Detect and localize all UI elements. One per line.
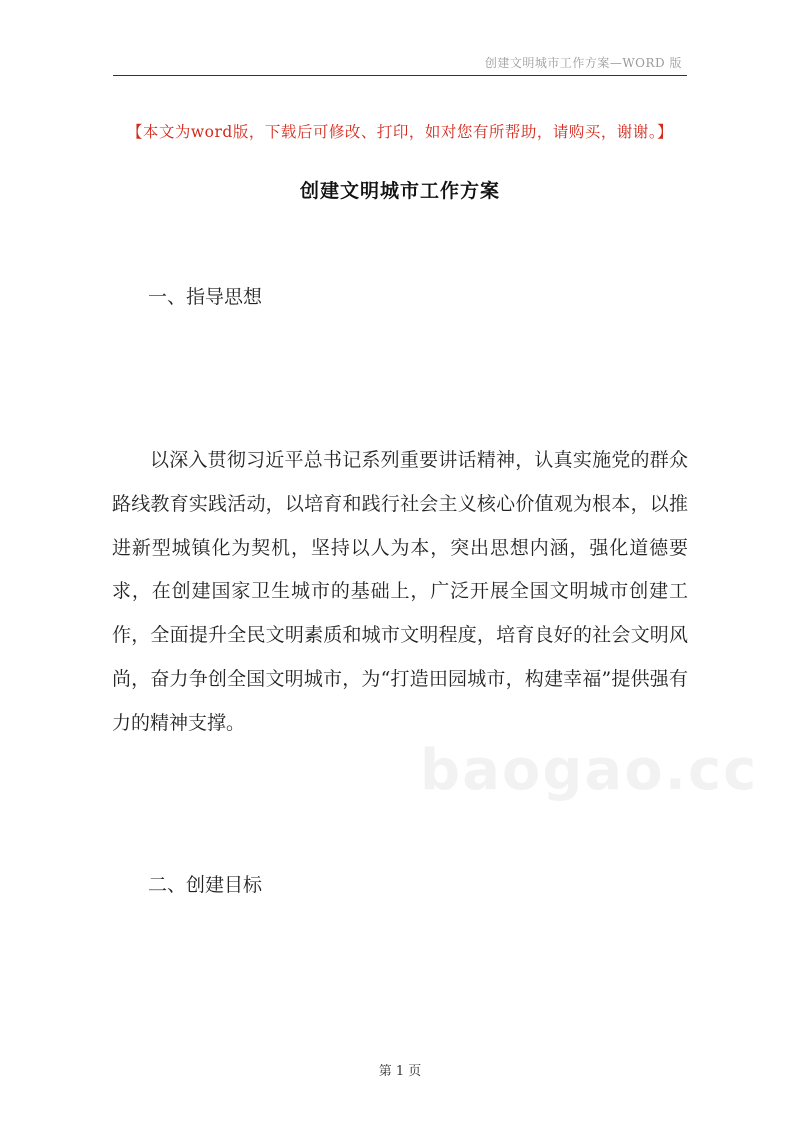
document-title: 创建文明城市工作方案: [299, 180, 500, 202]
header-divider: [113, 75, 687, 76]
purchase-notice: 【本文为word版，下载后可修改、打印，如对您有所帮助，请购买，谢谢。】: [126, 123, 674, 141]
running-header-title: 创建文明城市工作方案—WORD 版: [484, 56, 682, 70]
page-number: 第 1 页: [378, 1064, 422, 1079]
watermark-text: baogao.cc: [420, 738, 759, 803]
section-heading-creation-goals: 二、创建目标: [148, 874, 263, 896]
section-body-paragraph: 以深入贯彻习近平总书记系列重要讲话精神，认真实施党的群众路线教育实践活动，以培育和践行社会主义核心价值观为根本，以推进新型城镇化为契机，坚持以人为本，突出思想内涵，强化道德要求，在创建国家卫生城市的基础上，广泛开展全国文明城市创建工作，全面提升全民文明素质和城市文明程度，培育良好的社会文明风尚，奋力争创全国文明城市，为“打造田园城市，构建幸福”提供强有力的精神支撑。: [112, 449, 688, 734]
section-heading-guiding-ideology: 一、指导思想: [148, 286, 263, 308]
